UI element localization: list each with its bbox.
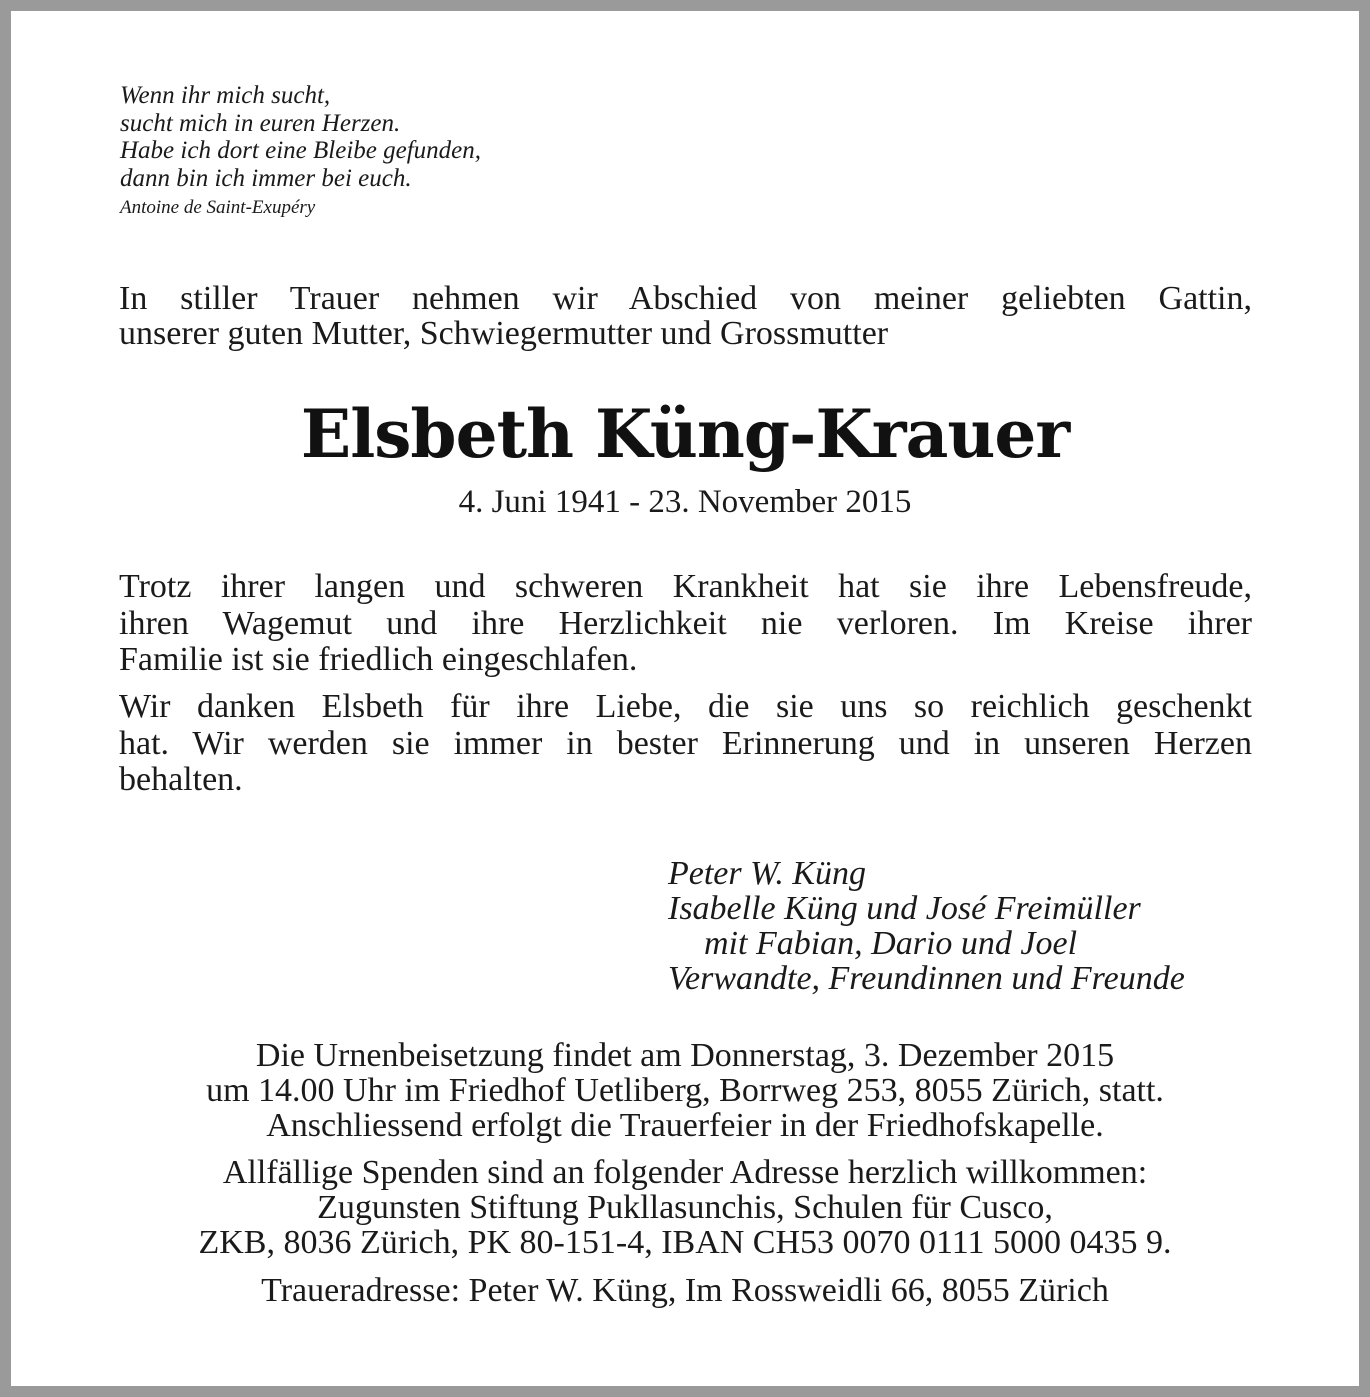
mourner-name: mit Fabian, Dario und Joel: [704, 925, 1078, 962]
poem-quote: [120, 82, 481, 192]
poem-author: Antoine de Saint-Exupéry: [120, 197, 316, 218]
ceremony-info: [0, 1038, 1370, 1143]
intro-line: In stiller Trauer nehmen wir Abschied von meiner geliebten Gattin,: [119, 280, 1252, 317]
poem-line: sucht mich in euren Herzen.: [120, 109, 401, 137]
mourning-address: Traueradresse: Peter W. Küng, Im Rossweidli 66, 8055 Zürich: [261, 1272, 1109, 1309]
mourner-name: Isabelle Küng und José Freimüller: [668, 890, 1141, 927]
ceremony-line: um 14.00 Uhr im Friedhof Uetliberg, Borrweg 253, 8055 Zürich, statt.: [206, 1072, 1164, 1109]
donation-line: ZKB, 8036 Zürich, PK 80-151-4, IBAN CH53 0070 0111 5000 0435 9.: [198, 1224, 1172, 1261]
intro-text: [119, 281, 1252, 351]
poem-line: Habe ich dort eine Bleibe gefunden,: [120, 137, 481, 164]
paragraph-line: Trotz ihrer langen und schweren Krankheit hat sie ihre Lebensfreude,: [119, 568, 1252, 605]
paragraph-one: [119, 569, 1252, 679]
ceremony-line: Anschliessend erfolgt die Trauerfeier in der Friedhofskapelle.: [266, 1107, 1104, 1144]
intro-line: unserer guten Mutter, Schwiegermutter und Grossmutter: [119, 315, 889, 352]
paragraph-two: [119, 689, 1252, 799]
paragraph-line: Wir danken Elsbeth für ihre Liebe, die sie uns so reichlich geschenkt: [119, 688, 1252, 725]
mourner-name: Peter W. Küng: [668, 855, 867, 892]
mourner-name: Verwandte, Freundinnen und Freunde: [668, 960, 1185, 997]
donation-line: Allfällige Spenden sind an folgender Adresse herzlich willkommen:: [222, 1154, 1148, 1191]
life-dates: 4. Juni 1941 - 23. November 2015: [458, 484, 912, 520]
paragraph-line: Familie ist sie friedlich eingeschlafen.: [119, 641, 638, 678]
poem-line: Wenn ihr mich sucht,: [120, 82, 331, 109]
donation-info: [0, 1155, 1370, 1260]
poem-line: dann bin ich immer bei euch.: [120, 164, 412, 192]
mourners-list: [668, 856, 1185, 996]
ceremony-line: Die Urnenbeisetzung findet am Donnerstag, 3. Dezember 2015: [255, 1037, 1115, 1074]
paragraph-line: behalten.: [119, 761, 243, 798]
paragraph-line: ihren Wagemut und ihre Herzlichkeit nie verloren. Im Kreise ihrer: [119, 604, 1252, 642]
deceased-name: Elsbeth Küng-Krauer: [300, 395, 1070, 473]
donation-line: Zugunsten Stiftung Pukllasunchis, Schulen für Cusco,: [317, 1189, 1053, 1226]
paragraph-line: hat. Wir werden sie immer in bester Erinnerung und in unseren Herzen: [119, 724, 1252, 762]
